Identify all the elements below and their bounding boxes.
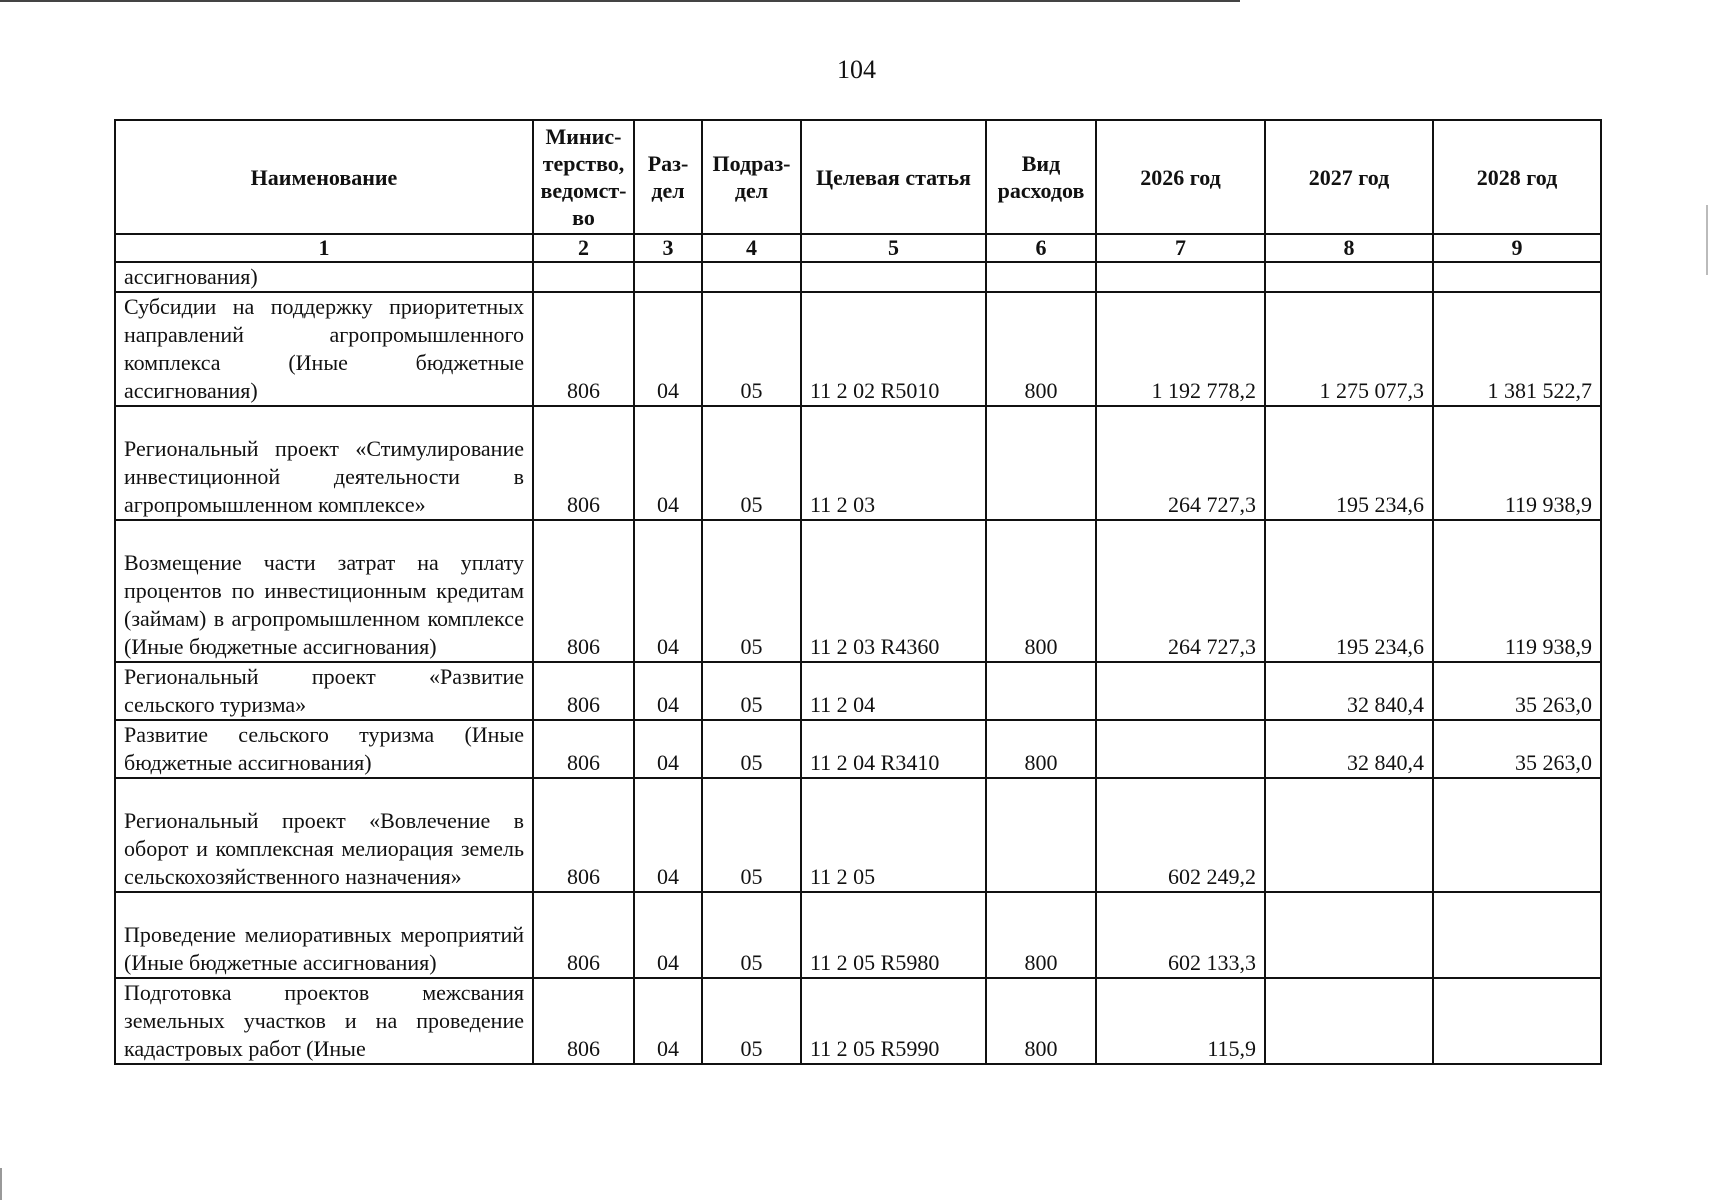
header-year-2027: 2027 год	[1265, 120, 1433, 234]
row-name: Региональный проект «Стимулирование инвестиционной деятельности в агропромышленном комплексе»	[115, 406, 533, 520]
section-code	[634, 262, 702, 292]
expense-type	[986, 262, 1096, 292]
amount-2026: 1 192 778,2	[1096, 292, 1265, 406]
ministry-code: 806	[533, 292, 634, 406]
amount-2027: 32 840,4	[1265, 720, 1433, 778]
expense-type	[986, 778, 1096, 892]
amount-2027: 195 234,6	[1265, 406, 1433, 520]
section-code: 04	[634, 520, 702, 662]
target-article	[801, 262, 986, 292]
amount-2028: 35 263,0	[1433, 720, 1601, 778]
expense-type: 800	[986, 520, 1096, 662]
section-code: 04	[634, 406, 702, 520]
section-code: 04	[634, 892, 702, 978]
amount-2026: 602 249,2	[1096, 778, 1265, 892]
row-name: Региональный проект «Вовлечение в оборот и комплексная мелиорация земель сельскохозяйственного назначения»	[115, 778, 533, 892]
expense-type: 800	[986, 292, 1096, 406]
expense-type: 800	[986, 978, 1096, 1064]
amount-2027: 195 234,6	[1265, 520, 1433, 662]
ministry-code	[533, 262, 634, 292]
table-row	[115, 520, 1601, 662]
row-name: Региональный проект «Развитие сельского туризма»	[115, 662, 533, 720]
header-target-article: Целевая статья	[801, 120, 986, 234]
column-number: 7	[1096, 234, 1265, 262]
target-article: 11 2 04	[801, 662, 986, 720]
subsection-code: 05	[702, 892, 801, 978]
header-year-2026: 2026 год	[1096, 120, 1265, 234]
table-row	[115, 406, 1601, 520]
amount-2028: 1 381 522,7	[1433, 292, 1601, 406]
ministry-code: 806	[533, 720, 634, 778]
amount-2026: 264 727,3	[1096, 406, 1265, 520]
ministry-code: 806	[533, 662, 634, 720]
amount-2028: 119 938,9	[1433, 406, 1601, 520]
target-article: 11 2 02 R5010	[801, 292, 986, 406]
row-name: ассигнования)	[115, 262, 533, 292]
column-number: 3	[634, 234, 702, 262]
amount-2027	[1265, 262, 1433, 292]
column-number-row	[115, 234, 1601, 262]
subsection-code: 05	[702, 520, 801, 662]
target-article: 11 2 03 R4360	[801, 520, 986, 662]
ministry-code: 806	[533, 778, 634, 892]
ministry-code: 806	[533, 406, 634, 520]
scan-edge-mark	[1706, 205, 1708, 275]
subsection-code: 05	[702, 778, 801, 892]
amount-2026: 115,9	[1096, 978, 1265, 1064]
subsection-code: 05	[702, 406, 801, 520]
scan-edge-mark	[0, 1168, 2, 1200]
target-article: 11 2 05 R5980	[801, 892, 986, 978]
table-row	[115, 778, 1601, 892]
header-section: Раз-дел	[634, 120, 702, 234]
expense-type: 800	[986, 720, 1096, 778]
column-number: 1	[115, 234, 533, 262]
header-expense-type: Вид расходов	[986, 120, 1096, 234]
amount-2028	[1433, 262, 1601, 292]
header-subsection: Подраз-дел	[702, 120, 801, 234]
section-code: 04	[634, 292, 702, 406]
amount-2028	[1433, 978, 1601, 1064]
column-number: 4	[702, 234, 801, 262]
column-number: 6	[986, 234, 1096, 262]
column-number: 2	[533, 234, 634, 262]
amount-2028	[1433, 892, 1601, 978]
amount-2026	[1096, 662, 1265, 720]
row-name: Возмещение части затрат на уплату процентов по инвестиционным кредитам (займам) в агропромышленном комплексе (Иные бюджетные ассигнования)	[115, 520, 533, 662]
subsection-code: 05	[702, 662, 801, 720]
table-row	[115, 720, 1601, 778]
subsection-code: 05	[702, 292, 801, 406]
target-article: 11 2 03	[801, 406, 986, 520]
header-row	[115, 120, 1601, 234]
row-name: Подготовка проектов межсвания земельных участков и на проведение кадастровых работ (Иные	[115, 978, 533, 1064]
ministry-code: 806	[533, 520, 634, 662]
amount-2028	[1433, 778, 1601, 892]
amount-2026	[1096, 720, 1265, 778]
column-number: 9	[1433, 234, 1601, 262]
section-code: 04	[634, 720, 702, 778]
expense-type	[986, 406, 1096, 520]
amount-2028: 119 938,9	[1433, 520, 1601, 662]
amount-2027	[1265, 978, 1433, 1064]
amount-2028: 35 263,0	[1433, 662, 1601, 720]
amount-2027	[1265, 778, 1433, 892]
expense-type: 800	[986, 892, 1096, 978]
subsection-code: 05	[702, 720, 801, 778]
target-article: 11 2 04 R3410	[801, 720, 986, 778]
ministry-code: 806	[533, 892, 634, 978]
section-code: 04	[634, 778, 702, 892]
subsection-code: 05	[702, 978, 801, 1064]
header-name: Наименование	[115, 120, 533, 234]
column-number: 5	[801, 234, 986, 262]
page-number: 104	[837, 55, 876, 84]
table-row	[115, 892, 1601, 978]
header-year-2028: 2028 год	[1433, 120, 1601, 234]
amount-2026: 264 727,3	[1096, 520, 1265, 662]
top-rule	[0, 0, 1240, 2]
budget-table	[114, 119, 1602, 1065]
section-code: 04	[634, 662, 702, 720]
subsection-code	[702, 262, 801, 292]
ministry-code: 806	[533, 978, 634, 1064]
section-code: 04	[634, 978, 702, 1064]
amount-2027: 32 840,4	[1265, 662, 1433, 720]
amount-2026	[1096, 262, 1265, 292]
amount-2027: 1 275 077,3	[1265, 292, 1433, 406]
header-ministry: Минис-терство, ведомст-во	[533, 120, 634, 234]
expense-type	[986, 662, 1096, 720]
table-row	[115, 292, 1601, 406]
row-name: Проведение мелиоративных мероприятий (Иные бюджетные ассигнования)	[115, 892, 533, 978]
table-row	[115, 662, 1601, 720]
amount-2027	[1265, 892, 1433, 978]
table-row	[115, 978, 1601, 1064]
row-name: Развитие сельского туризма (Иные бюджетные ассигнования)	[115, 720, 533, 778]
table-row	[115, 262, 1601, 292]
amount-2026: 602 133,3	[1096, 892, 1265, 978]
column-number: 8	[1265, 234, 1433, 262]
target-article: 11 2 05	[801, 778, 986, 892]
row-name: Субсидии на поддержку приоритетных направлений агропромышленного комплекса (Иные бюджетные ассигнования)	[115, 292, 533, 406]
target-article: 11 2 05 R5990	[801, 978, 986, 1064]
